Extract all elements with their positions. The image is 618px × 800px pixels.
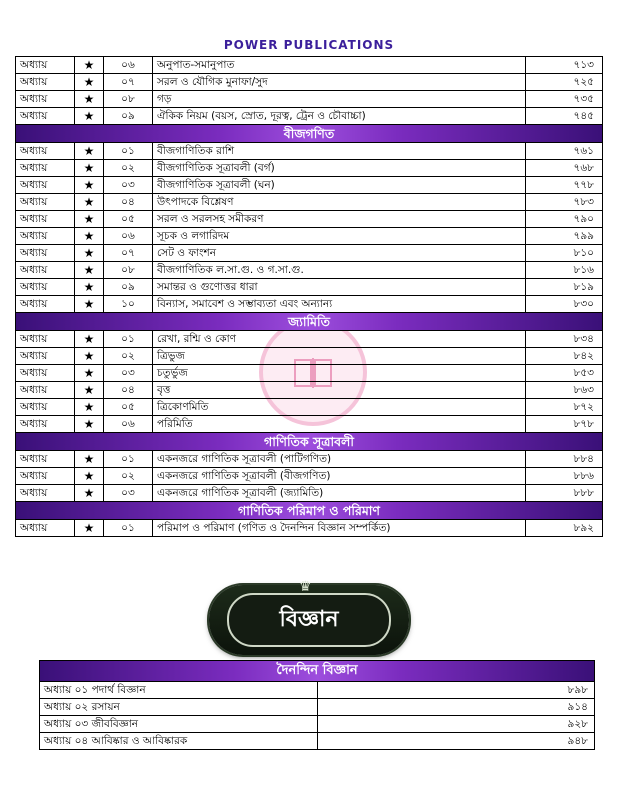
badge-inner <box>227 593 391 647</box>
star-icon: ★ <box>75 228 104 245</box>
star-icon: ★ <box>75 211 104 228</box>
star-icon: ★ <box>75 194 104 211</box>
chapter-title: বিন্যাস, সমাবেশ ও সম্ভাব্যতা এবং অন্যান্য <box>153 296 526 313</box>
page-number: ৭৯৯ <box>526 228 603 245</box>
chapter-title: উৎপাদকে বিশ্লেষণ <box>153 194 526 211</box>
publisher-header: POWER PUBLICATIONS <box>223 38 395 52</box>
section-band <box>16 502 603 520</box>
science-section-band <box>40 661 595 682</box>
chapter-number: ০৫ <box>104 399 153 416</box>
page-number: ৮৫৩ <box>526 365 603 382</box>
star-icon: ★ <box>75 296 104 313</box>
chapter-label: অধ্যায় <box>16 262 75 279</box>
star-icon: ★ <box>75 382 104 399</box>
chapter-label: অধ্যায় <box>16 143 75 160</box>
page-number: ৮৯৮ <box>317 682 595 699</box>
page-number: ৮৮৮ <box>526 485 603 502</box>
chapter-row[interactable] <box>16 245 603 262</box>
chapter-title: একনজরে গাণিতিক সূত্রাবলী (পাটিগণিত) <box>153 451 526 468</box>
chapter-row[interactable] <box>16 279 603 296</box>
chapter-label: অধ্যায় <box>16 74 75 91</box>
star-icon: ★ <box>75 91 104 108</box>
chapter-row[interactable] <box>16 91 603 108</box>
chapter-label: অধ্যায় <box>16 296 75 313</box>
contents-table <box>15 56 603 537</box>
section-title: বীজগণিত <box>16 125 603 143</box>
page-number: ৮৪২ <box>526 348 603 365</box>
star-icon: ★ <box>75 160 104 177</box>
chapter-row[interactable] <box>16 416 603 433</box>
chapter-row[interactable] <box>16 451 603 468</box>
star-icon: ★ <box>75 485 104 502</box>
page-number: ৭৮৩ <box>526 194 603 211</box>
star-icon: ★ <box>75 348 104 365</box>
chapter-title: একনজরে গাণিতিক সূত্রাবলী (বীজগণিত) <box>153 468 526 485</box>
science-chapter-row[interactable] <box>40 716 595 733</box>
chapter-label: অধ্যায় <box>16 177 75 194</box>
chapter-number: ০৪ <box>104 194 153 211</box>
crown-icon: ♛ <box>299 579 312 595</box>
chapter-number: ০১ <box>104 520 153 537</box>
section-band <box>16 433 603 451</box>
page-number: ৭৪৫ <box>526 108 603 125</box>
page-number: ৭৭৮ <box>526 177 603 194</box>
chapter-title: অনুপাত-সমানুপাত <box>153 57 526 74</box>
chapter-label: অধ্যায় <box>16 416 75 433</box>
star-icon: ★ <box>75 262 104 279</box>
chapter-row[interactable] <box>16 57 603 74</box>
chapter-label: অধ্যায় <box>16 382 75 399</box>
science-chapter-row[interactable] <box>40 733 595 750</box>
chapter-number: ০১ <box>104 143 153 160</box>
chapter-number: ০২ <box>104 348 153 365</box>
page-number: ৮১৯ <box>526 279 603 296</box>
chapter-label: অধ্যায় <box>16 245 75 262</box>
section-title: জ্যামিতি <box>16 313 603 331</box>
badge-title: বিজ্ঞান <box>279 606 339 632</box>
chapter-title: রেখা, রশ্মি ও কোণ <box>153 331 526 348</box>
star-icon: ★ <box>75 451 104 468</box>
chapter-label: অধ্যায় <box>16 279 75 296</box>
chapter-number: ১০ <box>104 296 153 313</box>
chapter-row[interactable] <box>16 485 603 502</box>
star-icon: ★ <box>75 520 104 537</box>
page-number: ৮৮৪ <box>526 451 603 468</box>
page-number: ৮৮৬ <box>526 468 603 485</box>
page-number: ৭৬৮ <box>526 160 603 177</box>
chapter-number: ০৬ <box>104 416 153 433</box>
star-icon: ★ <box>75 279 104 296</box>
chapter-row[interactable] <box>16 177 603 194</box>
star-icon: ★ <box>75 399 104 416</box>
chapter-number: ০১ <box>104 451 153 468</box>
star-icon: ★ <box>75 57 104 74</box>
chapter-title: পরিমাপ ও পরিমাণ (গণিত ও দৈনন্দিন বিজ্ঞান সম্পর্কিত) <box>153 520 526 537</box>
chapter-row[interactable] <box>16 194 603 211</box>
star-icon: ★ <box>75 143 104 160</box>
chapter-number: ০১ <box>104 331 153 348</box>
page-number: ৭১৩ <box>526 57 603 74</box>
chapter-title: চতুর্ভুজ <box>153 365 526 382</box>
page-number: ৮৩৪ <box>526 331 603 348</box>
chapter-row[interactable] <box>16 108 603 125</box>
chapter-row[interactable] <box>16 520 603 537</box>
chapter-label: অধ্যায় <box>16 365 75 382</box>
chapter-number: ০৬ <box>104 228 153 245</box>
chapter-title: বীজগাণিতিক রাশি <box>153 143 526 160</box>
star-icon: ★ <box>75 245 104 262</box>
chapter-title: বীজগাণিতিক সূত্রাবলী (বর্গ) <box>153 160 526 177</box>
page-number: ৯১৪ <box>317 699 595 716</box>
chapter-title: অধ্যায় ০৩ জীববিজ্ঞান <box>40 716 318 733</box>
page-number: ৮১৬ <box>526 262 603 279</box>
chapter-title: বীজগাণিতিক ল.সা.গু. ও গ.সা.গু. <box>153 262 526 279</box>
chapter-row[interactable] <box>16 211 603 228</box>
science-chapter-row[interactable] <box>40 699 595 716</box>
chapter-title: পরিমিতি <box>153 416 526 433</box>
chapter-label: অধ্যায় <box>16 211 75 228</box>
star-icon: ★ <box>75 74 104 91</box>
star-icon: ★ <box>75 416 104 433</box>
science-badge <box>209 579 409 655</box>
page-number: ৮৯২ <box>526 520 603 537</box>
chapter-number: ০৩ <box>104 485 153 502</box>
chapter-number: ০৫ <box>104 211 153 228</box>
chapter-title: অধ্যায় ০২ রসায়ন <box>40 699 318 716</box>
page-number: ৮৩০ <box>526 296 603 313</box>
chapter-title: ত্রিকোণমিতি <box>153 399 526 416</box>
chapter-title: বীজগাণিতিক সূত্রাবলী (ঘন) <box>153 177 526 194</box>
chapter-title: সেট ও ফাংশন <box>153 245 526 262</box>
chapter-row[interactable] <box>16 74 603 91</box>
star-icon: ★ <box>75 331 104 348</box>
page-number: ৮৭২ <box>526 399 603 416</box>
chapter-number: ০৮ <box>104 262 153 279</box>
chapter-title: বৃত্ত <box>153 382 526 399</box>
section-title: দৈনন্দিন বিজ্ঞান <box>40 661 595 682</box>
chapter-row[interactable] <box>16 382 603 399</box>
chapter-number: ০৯ <box>104 279 153 296</box>
chapter-title: ত্রিভুজ <box>153 348 526 365</box>
chapter-number: ০৭ <box>104 74 153 91</box>
page-number: ৭৩৫ <box>526 91 603 108</box>
chapter-number: ০২ <box>104 468 153 485</box>
page-number: ৭৯০ <box>526 211 603 228</box>
chapter-label: অধ্যায় <box>16 160 75 177</box>
page-number: ৭২৫ <box>526 74 603 91</box>
page-number: ৮৭৮ <box>526 416 603 433</box>
chapter-row[interactable] <box>16 399 603 416</box>
chapter-label: অধ্যায় <box>16 57 75 74</box>
chapter-title: সমান্তর ও গুণোত্তর ধারা <box>153 279 526 296</box>
chapter-number: ০৬ <box>104 57 153 74</box>
star-icon: ★ <box>75 108 104 125</box>
chapter-row[interactable] <box>16 143 603 160</box>
chapter-label: অধ্যায় <box>16 228 75 245</box>
section-band <box>16 313 603 331</box>
chapter-label: অধ্যায় <box>16 331 75 348</box>
chapter-row[interactable] <box>16 262 603 279</box>
chapter-number: ০৪ <box>104 382 153 399</box>
science-chapter-row[interactable] <box>40 682 595 699</box>
chapter-title: গড় <box>153 91 526 108</box>
chapter-title: সূচক ও লগারিদম <box>153 228 526 245</box>
chapter-row[interactable] <box>16 348 603 365</box>
page-number: ৭৬১ <box>526 143 603 160</box>
chapter-number: ০৩ <box>104 177 153 194</box>
page-number: ৯৪৮ <box>317 733 595 750</box>
chapter-row[interactable] <box>16 160 603 177</box>
page-number: ৯২৮ <box>317 716 595 733</box>
chapter-title: অধ্যায় ০১ পদার্থ বিজ্ঞান <box>40 682 318 699</box>
chapter-number: ০৮ <box>104 91 153 108</box>
chapter-row[interactable] <box>16 365 603 382</box>
chapter-title: একনজরে গাণিতিক সূত্রাবলী (জ্যামিতি) <box>153 485 526 502</box>
page-number: ৮৬৩ <box>526 382 603 399</box>
chapter-number: ০৭ <box>104 245 153 262</box>
chapter-row[interactable] <box>16 228 603 245</box>
chapter-label: অধ্যায় <box>16 399 75 416</box>
chapter-label: অধ্যায় <box>16 520 75 537</box>
chapter-number: ০২ <box>104 160 153 177</box>
star-icon: ★ <box>75 468 104 485</box>
chapter-title: সরল ও যৌগিক মুনাফা/সুদ <box>153 74 526 91</box>
chapter-label: অধ্যায় <box>16 451 75 468</box>
chapter-row[interactable] <box>16 331 603 348</box>
science-table <box>39 660 595 750</box>
chapter-label: অধ্যায় <box>16 108 75 125</box>
chapter-title: ঐকিক নিয়ম (বয়স, স্রোত, দূরত্ব, ট্রেন ও চৌবাচ্চা) <box>153 108 526 125</box>
chapter-label: অধ্যায় <box>16 91 75 108</box>
chapter-row[interactable] <box>16 468 603 485</box>
chapter-number: ০৩ <box>104 365 153 382</box>
section-band <box>16 125 603 143</box>
chapter-label: অধ্যায় <box>16 485 75 502</box>
section-title: গাণিতিক সূত্রাবলী <box>16 433 603 451</box>
chapter-label: অধ্যায় <box>16 468 75 485</box>
chapter-label: অধ্যায় <box>16 194 75 211</box>
chapter-row[interactable] <box>16 296 603 313</box>
star-icon: ★ <box>75 177 104 194</box>
chapter-title: সরল ও সরলসহ সমীকরণ <box>153 211 526 228</box>
chapter-title: অধ্যায় ০৪ আবিষ্কার ও আবিষ্কারক <box>40 733 318 750</box>
chapter-label: অধ্যায় <box>16 348 75 365</box>
chapter-number: ০৯ <box>104 108 153 125</box>
page-number: ৮১০ <box>526 245 603 262</box>
star-icon: ★ <box>75 365 104 382</box>
section-title: গাণিতিক পরিমাপ ও পরিমাণ <box>16 502 603 520</box>
